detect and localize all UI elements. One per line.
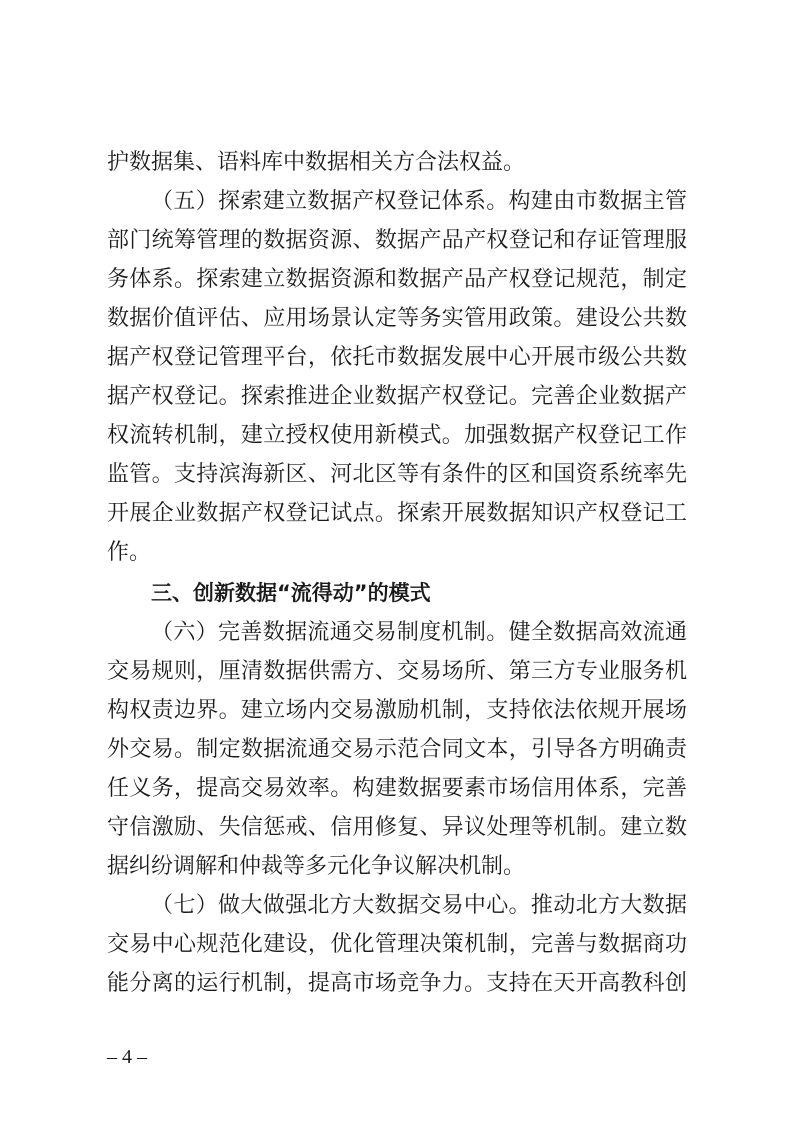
paragraph-line: 数据价值评估、应用场景认定等务实管用政策。建设公共数 <box>107 306 687 331</box>
paragraph-line: （六）完善数据流通交易制度机制。健全数据高效流通 <box>151 620 687 645</box>
paragraph-line: 能分离的运行机制，提高市场竞争力。支持在天开高教科创 <box>107 971 687 996</box>
section-heading: 三、创新数据“流得动”的模式 <box>151 581 431 605</box>
paragraph-line: 据纠纷调解和仲裁等多元化争议解决机制。 <box>107 854 526 879</box>
page-number: – 4 – <box>107 1046 147 1068</box>
paragraph-line: 监管。支持滨海新区、河北区等有条件的区和国资系统率先 <box>107 462 687 487</box>
paragraph-line: 权流转机制，建立授权使用新模式。加强数据产权登记工作 <box>107 423 687 448</box>
paragraph-line: 外交易。制定数据流通交易示范合同文本，引导各方明确责 <box>107 737 687 762</box>
paragraph-line: 据产权登记管理平台，依托市数据发展中心开展市级公共数 <box>107 345 687 370</box>
paragraph-line: 交易中心规范化建设，优化管理决策机制，完善与数据商功 <box>107 932 687 957</box>
paragraph-line: （七）做大做强北方大数据交易中心。推动北方大数据 <box>151 893 687 918</box>
paragraph-line: 作。 <box>107 540 152 565</box>
paragraph-line: 护数据集、语料库中数据相关方合法权益。 <box>107 150 526 175</box>
paragraph-line: 守信激励、失信惩戒、信用修复、异议处理等机制。建立数 <box>107 815 687 840</box>
paragraph-line: 任义务，提高交易效率。构建数据要素市场信用体系，完善 <box>107 776 687 801</box>
paragraph-line: 构权责边界。建立场内交易激励机制，支持依法依规开展场 <box>107 698 687 723</box>
paragraph-line: 交易规则，厘清数据供需方、交易场所、第三方专业服务机 <box>107 659 687 684</box>
paragraph-line: 部门统筹管理的数据资源、数据产品产权登记和存证管理服 <box>107 228 687 253</box>
paragraph-line: （五）探索建立数据产权登记体系。构建由市数据主管 <box>151 189 687 214</box>
paragraph-line: 开展企业数据产权登记试点。探索开展数据知识产权登记工 <box>107 501 687 526</box>
paragraph-line: 据产权登记。探索推进企业数据产权登记。完善企业数据产 <box>107 384 687 409</box>
paragraph-line: 务体系。探索建立数据资源和数据产品产权登记规范，制定 <box>107 267 687 292</box>
